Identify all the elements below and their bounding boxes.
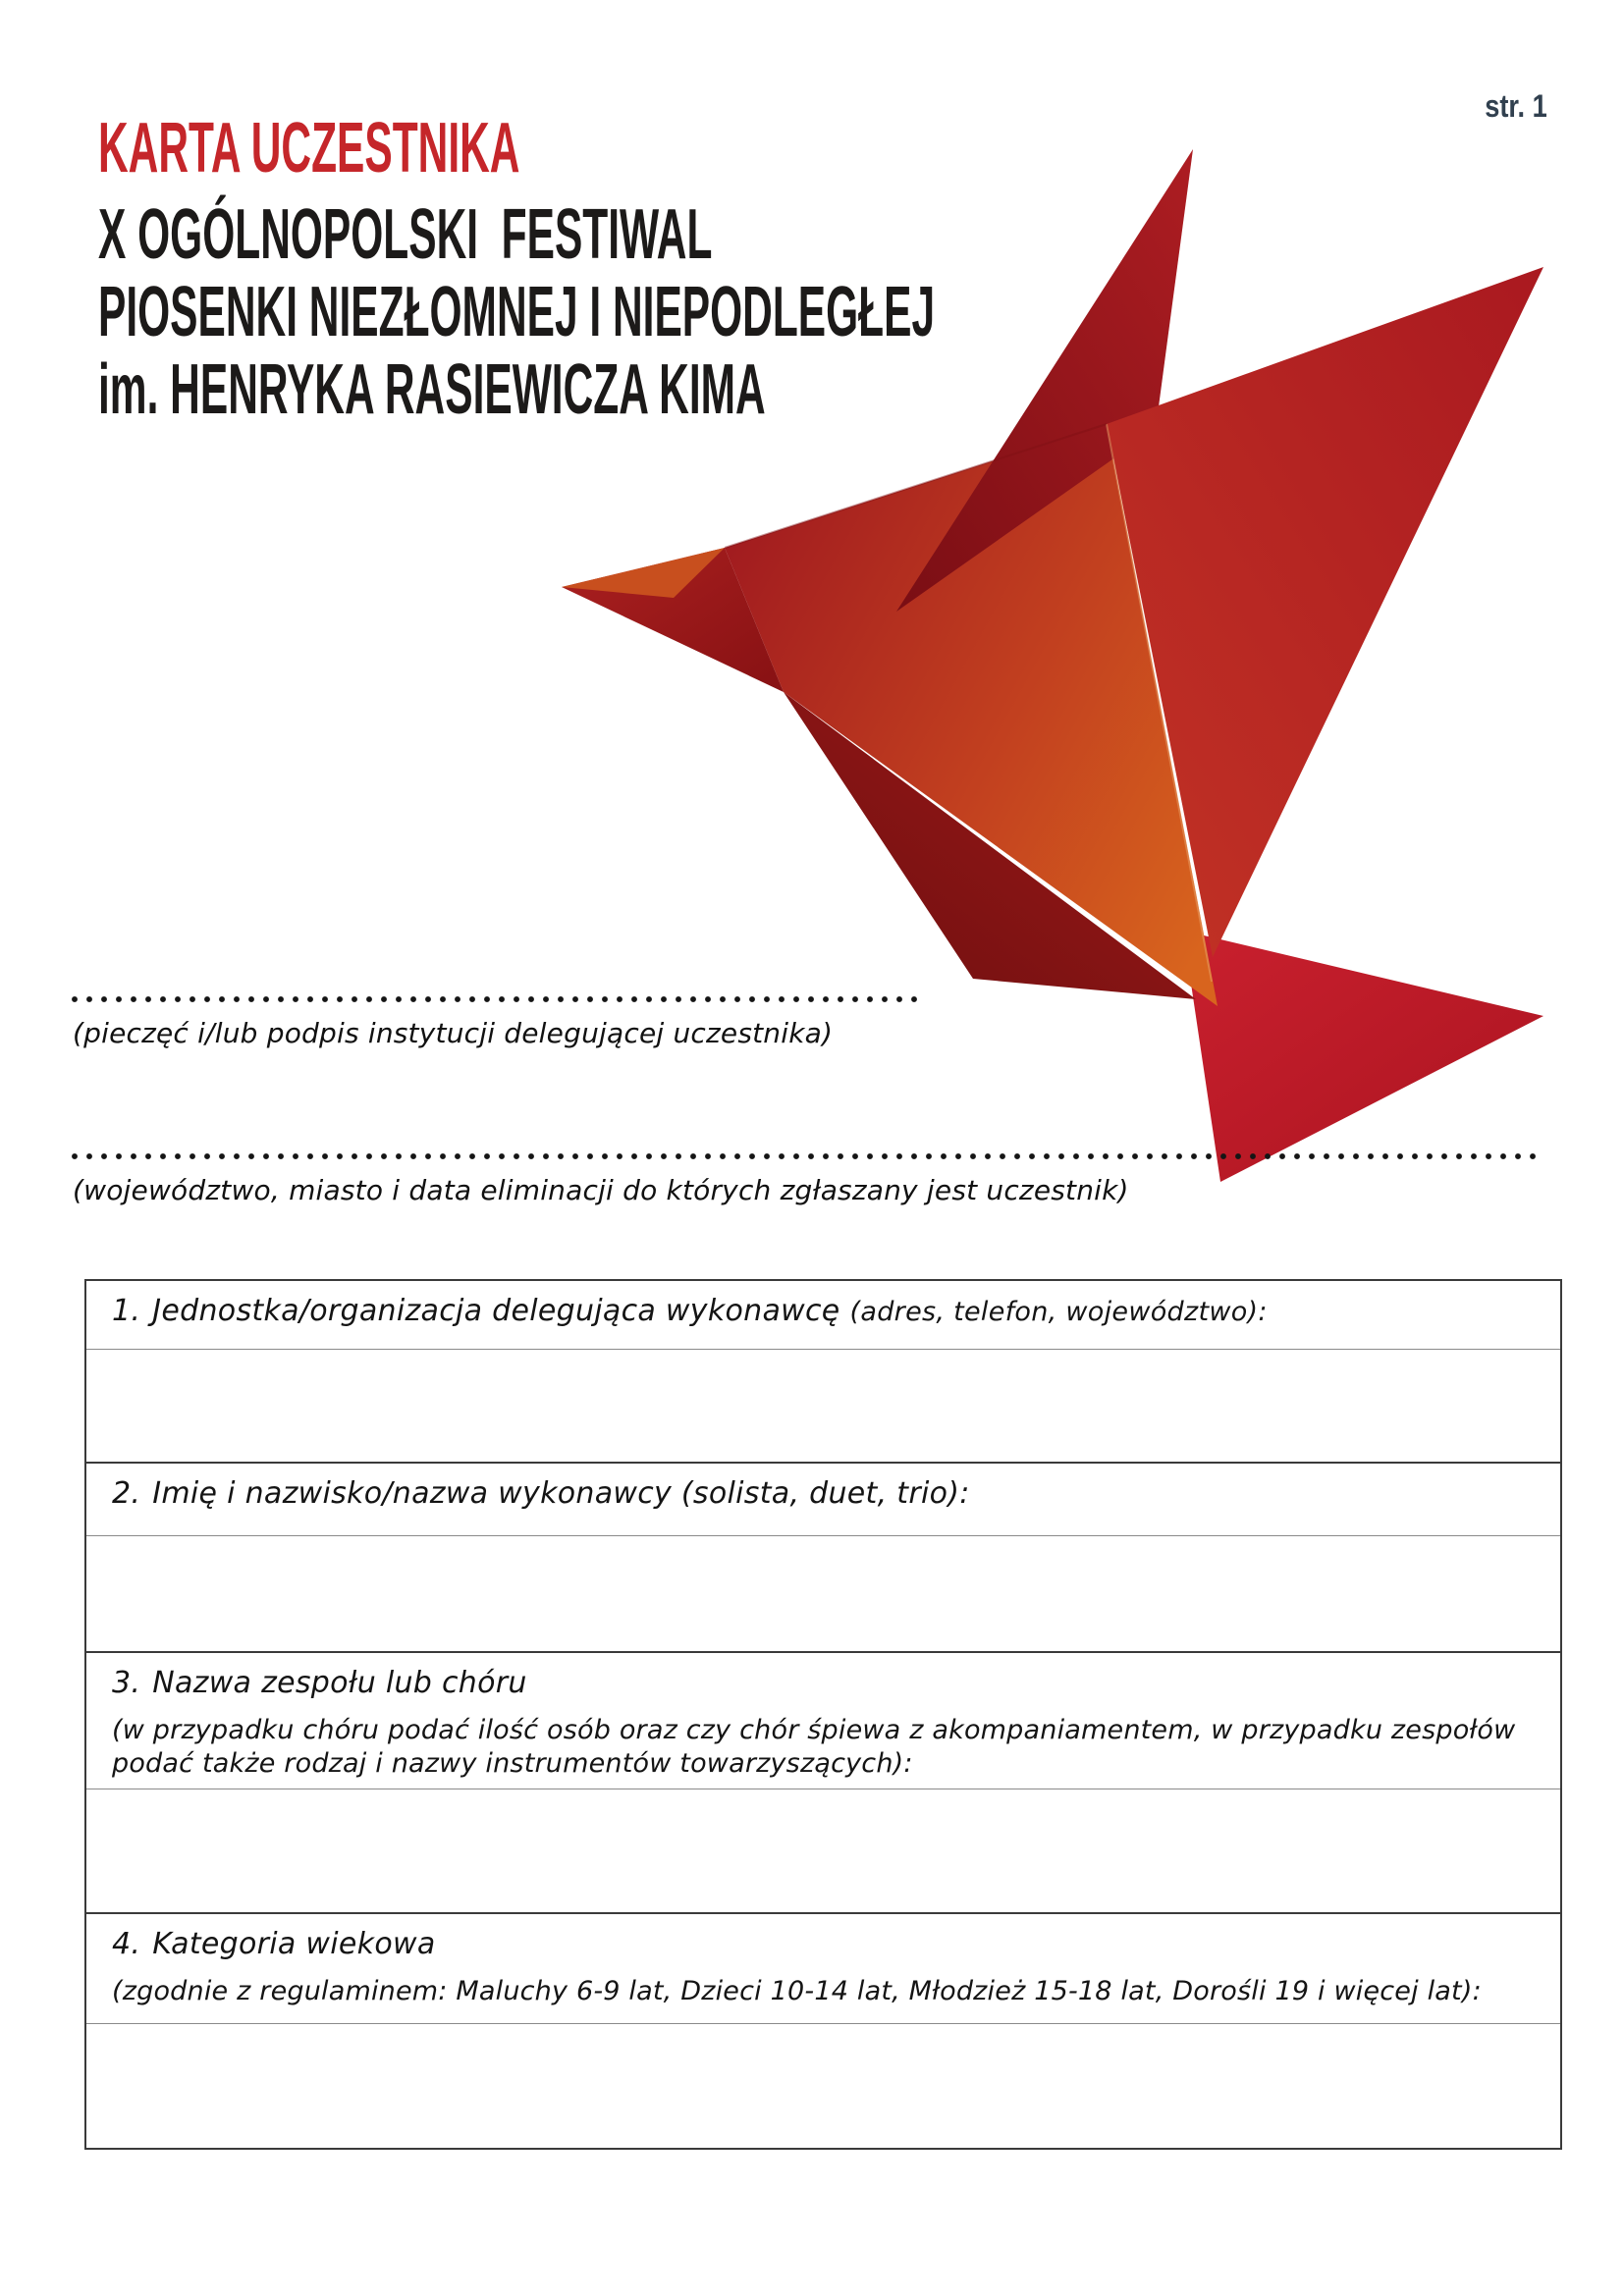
festival-title-line-1: X OGÓLNOPOLSKI FESTIWAL <box>98 195 713 274</box>
question-4-hint: (zgodnie z regulaminem: Maluchy 6-9 lat, Dzieci 10-14 lat, Młodzież 15-18 lat, Dorośli 19 i więcej lat): <box>112 1976 1482 2006</box>
question-4-number: 4. <box>112 1927 141 1961</box>
answer-field-4[interactable] <box>86 2023 1560 2148</box>
answer-field-2[interactable] <box>86 1535 1560 1651</box>
participant-form-table <box>84 1279 1562 2150</box>
origami-bird-graphic <box>530 118 1571 1217</box>
answer-field-3[interactable] <box>86 1789 1560 1912</box>
festival-title-line-2: PIOSENKI NIEZŁOMNEJ I NIEPODLEGŁEJ <box>98 273 936 351</box>
question-2-number: 2. <box>112 1476 141 1511</box>
region-date-caption: (województwo, miasto i data eliminacji do których zgłaszany jest uczestnik) <box>73 1174 1129 1206</box>
question-1-hint: (adres, telefon, województwo): <box>849 1297 1268 1327</box>
stamp-signature-caption: (pieczęć i/lub podpis instytucji delegującej uczestnika) <box>73 1017 834 1049</box>
question-1-label: Jednostka/organizacja delegująca wykonawcę <box>152 1294 840 1328</box>
question-3-number: 3. <box>112 1666 141 1700</box>
question-3-hint: (w przypadku chóru podać ilość osób oraz czy chór śpiewa z akompaniamentem, w przypadku zespołów podać także rodzaj i nazwy instrumentów towarzyszących): <box>112 1715 1516 1779</box>
form-question-1 <box>86 1281 1560 1349</box>
festival-title-line-3: im. HENRYKA RASIEWICZA KIMA <box>98 350 766 429</box>
question-4-label: Kategoria wiekowa <box>152 1927 436 1961</box>
form-question-3 <box>86 1651 1560 1789</box>
stamp-signature-line[interactable] <box>71 995 919 1003</box>
form-question-4 <box>86 1912 1560 2023</box>
bird-tail <box>1183 931 1543 1182</box>
question-1-number: 1. <box>112 1294 141 1328</box>
page-number-label: str. 1 <box>1485 88 1547 124</box>
region-date-line[interactable] <box>71 1152 1543 1160</box>
card-title: KARTA UCZESTNIKA <box>98 109 520 187</box>
answer-field-1[interactable] <box>86 1349 1560 1462</box>
question-3-label: Nazwa zespołu lub chóru <box>152 1666 527 1700</box>
form-question-2 <box>86 1462 1560 1535</box>
question-2-label: Imię i nazwisko/nazwa wykonawcy (solista, duet, trio): <box>152 1476 970 1511</box>
